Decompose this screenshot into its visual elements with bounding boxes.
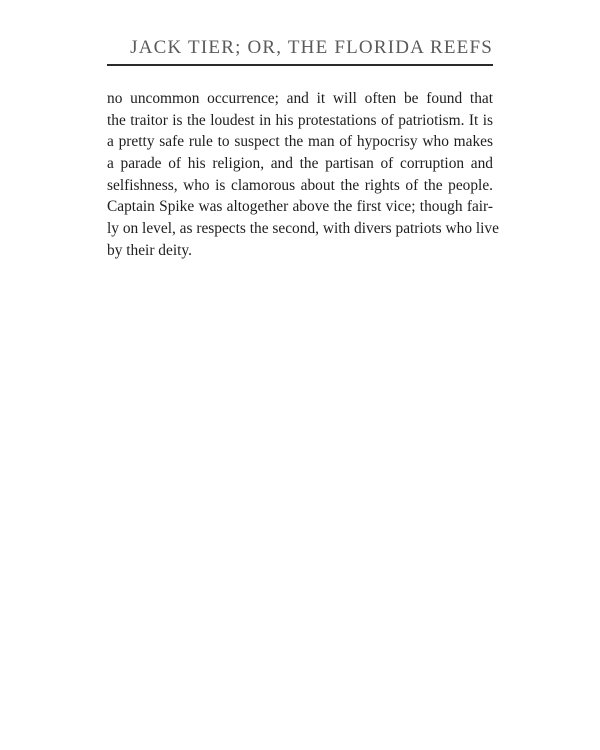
text-line: a pretty safe rule to suspect the man of hypocrisy who makes xyxy=(107,133,493,151)
text-line: by their deity. xyxy=(107,241,192,259)
text-line: no uncommon occurrence; and it will often be found that xyxy=(107,90,493,107)
text-line: Captain Spike was altogether above the first vice; though fair- xyxy=(107,198,493,216)
body-paragraph xyxy=(107,88,499,262)
text-line: a parade of his religion, and the partisan of corruption and xyxy=(107,155,493,173)
text-line: the traitor is the loudest in his protestations of patriotism. It is xyxy=(107,111,493,129)
header-rule xyxy=(107,64,493,66)
text-line: selfishness, who is clamorous about the rights of the people. xyxy=(107,176,493,194)
running-head: JACK TIER; OR, THE FLORIDA REEFS xyxy=(130,37,493,58)
text-line: ly on level, as respects the second, with divers patriots who live xyxy=(107,220,499,238)
